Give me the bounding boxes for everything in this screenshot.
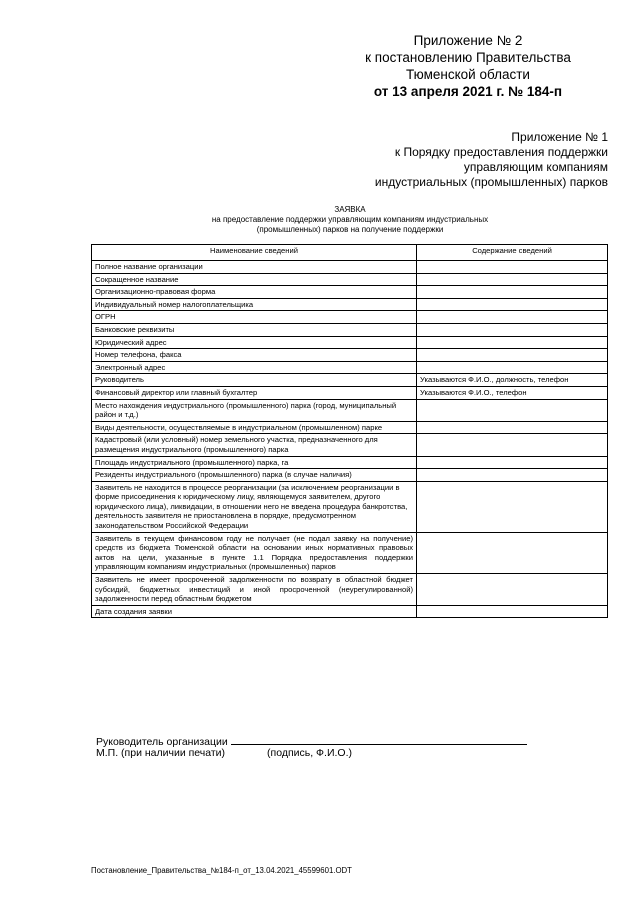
application-form-table (91, 244, 608, 618)
table-row (92, 605, 608, 618)
row-value-cell[interactable] (417, 434, 608, 456)
table-row (92, 273, 608, 286)
sub-appendix-ref-line: к Порядку предоставления поддержки (394, 145, 608, 159)
file-footer: Постановление_Правительства_№184-п_от_13.04.2021_45599601.ODT (91, 866, 352, 875)
sub-appendix-number: Приложение № 1 (511, 130, 608, 144)
table-row (92, 456, 608, 469)
row-value-cell[interactable] (417, 349, 608, 362)
appendix-region: Тюменской области (406, 67, 530, 82)
row-value-cell[interactable] (417, 421, 608, 434)
table-header-row (92, 245, 608, 261)
table-row (92, 469, 608, 482)
row-name-cell: Руководитель (92, 374, 417, 387)
signature-blank (231, 734, 527, 745)
document-title (150, 205, 550, 235)
table-row (92, 374, 608, 387)
row-name-cell: Площадь индустриального (промышленного) парка, га (92, 456, 417, 469)
column-header-value: Содержание сведений (417, 245, 608, 261)
table-row (92, 298, 608, 311)
appendix-header-main (338, 32, 598, 100)
row-name-cell: Юридический адрес (92, 336, 417, 349)
row-name-cell: Полное название организации (92, 261, 417, 274)
table-row (92, 421, 608, 434)
row-value-cell[interactable] (417, 456, 608, 469)
row-name-cell: Индивидуальный номер налогоплательщика (92, 298, 417, 311)
row-name-cell: Заявитель в текущем финансовом году не получает (не подал заявку на получение) средств из бюджета Тюменской области на основании иных нормативных правовых актов на цели, указанные в пункте 1.1 Порядка предоставления поддержки управляющим компаниям индустриальных (промышленных) парков (92, 532, 417, 573)
row-name-cell: Банковские реквизиты (92, 323, 417, 336)
row-name-cell: Дата создания заявки (92, 605, 417, 618)
table-row (92, 286, 608, 299)
row-value-cell[interactable] (417, 286, 608, 299)
table-row (92, 323, 608, 336)
table-row (92, 336, 608, 349)
table-row (92, 311, 608, 324)
table-row (92, 386, 608, 399)
row-name-cell: Заявитель не находится в процессе реорганизации (за исключением реорганизации в форме присоединения к юридическому лицу, являющемуся заявителем, другого юридического лица), ликвидации, в отношении него не введена процедура банкротства, деятельность заявителя не приостановлена в порядке, предусмотренном законодательством Российской Федерации (92, 481, 417, 532)
sub-appendix-ref-line2: управляющим компаниям (463, 160, 608, 174)
row-name-cell: Место нахождения индустриального (промышленного) парка (город, муниципальный район и т.д.) (92, 399, 417, 421)
row-value-cell[interactable] (417, 261, 608, 274)
row-name-cell: Кадастровый (или условный) номер земельного участка, предназначенного для размещения индустриального (промышленного) парка (92, 434, 417, 456)
title-subline-2: (промышленных) парков на получение поддержки (256, 225, 444, 234)
signature-label: Руководитель организации (96, 736, 228, 748)
row-name-cell: Финансовый директор или главный бухгалтер (92, 386, 417, 399)
row-value-cell[interactable] (417, 336, 608, 349)
table-row (92, 532, 608, 573)
sub-appendix-ref-line3: индустриальных (промышленных) парков (374, 175, 608, 189)
row-name-cell: Номер телефона, факса (92, 349, 417, 362)
row-value-cell[interactable] (417, 273, 608, 286)
row-name-cell: Резиденты индустриального (промышленного) парка (в случае наличия) (92, 469, 417, 482)
table-row (92, 361, 608, 374)
row-name-cell: Сокращенное название (92, 273, 417, 286)
appendix-number: Приложение № 2 (413, 33, 523, 48)
column-header-name: Наименование сведений (92, 245, 417, 261)
signature-caption (96, 747, 352, 760)
title-heading: ЗАЯВКА (334, 205, 366, 214)
row-value-cell[interactable] (417, 605, 608, 618)
row-name-cell: Электронный адрес (92, 361, 417, 374)
row-name-cell: ОГРН (92, 311, 417, 324)
table-row (92, 399, 608, 421)
table-row (92, 481, 608, 532)
stamp-caption: М.П. (при наличии печати) (96, 747, 226, 759)
table-row (92, 434, 608, 456)
row-value-cell[interactable] (417, 298, 608, 311)
row-value-cell[interactable]: Указываются Ф.И.О., должность, телефон (417, 374, 608, 387)
row-value-cell[interactable]: Указываются Ф.И.О., телефон (417, 386, 608, 399)
table-row (92, 261, 608, 274)
sign-caption: (подпись, Ф.И.О.) (267, 747, 353, 759)
row-name-cell: Организационно-правовая форма (92, 286, 417, 299)
row-value-cell[interactable] (417, 361, 608, 374)
appendix-header-sub (375, 130, 608, 190)
row-name-cell: Виды деятельности, осуществляемые в индустриальном (промышленном) парке (92, 421, 417, 434)
table-row (92, 349, 608, 362)
title-subline-1: на предоставление поддержки управляющим компаниям индустриальных (211, 215, 489, 224)
row-value-cell[interactable] (417, 399, 608, 421)
row-value-cell[interactable] (417, 481, 608, 532)
row-name-cell: Заявитель не имеет просроченной задолженности по возврату в областной бюджет субсидий, бюджетных инвестиций и иной просроченной (неурегулированной) задолженности перед областным бюджетом (92, 574, 417, 606)
appendix-ref-line: к постановлению Правительства (365, 50, 571, 65)
appendix-date-number: от 13 апреля 2021 г. № 184-п (373, 84, 563, 99)
row-value-cell[interactable] (417, 574, 608, 606)
table-row (92, 574, 608, 606)
row-value-cell[interactable] (417, 311, 608, 324)
row-value-cell[interactable] (417, 532, 608, 573)
row-value-cell[interactable] (417, 469, 608, 482)
row-value-cell[interactable] (417, 323, 608, 336)
